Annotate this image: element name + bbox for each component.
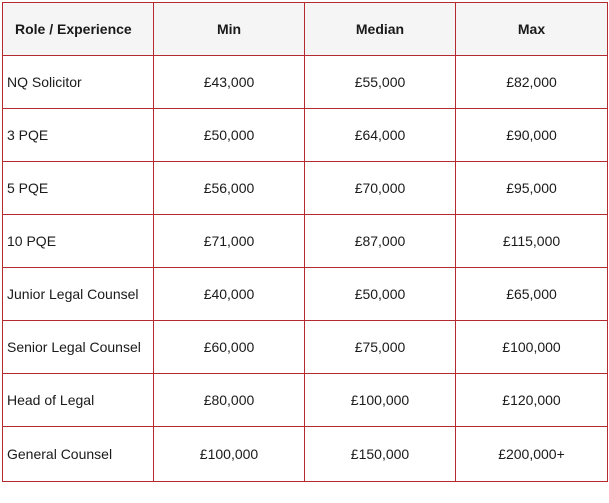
table-header — [3, 3, 608, 56]
max-cell: £90,000 — [456, 109, 608, 162]
table-row — [3, 374, 608, 427]
header-row — [3, 3, 608, 56]
role-cell: Head of Legal — [3, 374, 154, 427]
median-cell: £70,000 — [305, 162, 456, 215]
salary-table — [2, 2, 608, 482]
table-row — [3, 268, 608, 321]
header-median: Median — [305, 3, 456, 56]
min-cell: £56,000 — [154, 162, 305, 215]
min-cell: £43,000 — [154, 56, 305, 109]
table-row — [3, 56, 608, 109]
header-max: Max — [456, 3, 608, 56]
max-cell: £100,000 — [456, 321, 608, 374]
role-cell: General Counsel — [3, 427, 154, 482]
role-cell: 3 PQE — [3, 109, 154, 162]
role-cell: Senior Legal Counsel — [3, 321, 154, 374]
max-cell: £95,000 — [456, 162, 608, 215]
role-cell: 10 PQE — [3, 215, 154, 268]
median-cell: £50,000 — [305, 268, 456, 321]
median-cell: £55,000 — [305, 56, 456, 109]
median-cell: £100,000 — [305, 374, 456, 427]
max-cell: £65,000 — [456, 268, 608, 321]
max-cell: £120,000 — [456, 374, 608, 427]
min-cell: £80,000 — [154, 374, 305, 427]
table-body — [3, 56, 608, 482]
max-cell: £115,000 — [456, 215, 608, 268]
min-cell: £71,000 — [154, 215, 305, 268]
median-cell: £87,000 — [305, 215, 456, 268]
table-row — [3, 215, 608, 268]
table-row — [3, 162, 608, 215]
table-row — [3, 427, 608, 482]
table-row — [3, 109, 608, 162]
max-cell: £82,000 — [456, 56, 608, 109]
min-cell: £100,000 — [154, 427, 305, 482]
min-cell: £40,000 — [154, 268, 305, 321]
header-min: Min — [154, 3, 305, 56]
role-cell: 5 PQE — [3, 162, 154, 215]
min-cell: £50,000 — [154, 109, 305, 162]
table-row — [3, 321, 608, 374]
role-cell: Junior Legal Counsel — [3, 268, 154, 321]
min-cell: £60,000 — [154, 321, 305, 374]
header-role: Role / Experience — [3, 3, 154, 56]
median-cell: £64,000 — [305, 109, 456, 162]
max-cell: £200,000+ — [456, 427, 608, 482]
role-cell: NQ Solicitor — [3, 56, 154, 109]
median-cell: £75,000 — [305, 321, 456, 374]
median-cell: £150,000 — [305, 427, 456, 482]
salary-table-container — [2, 2, 608, 482]
